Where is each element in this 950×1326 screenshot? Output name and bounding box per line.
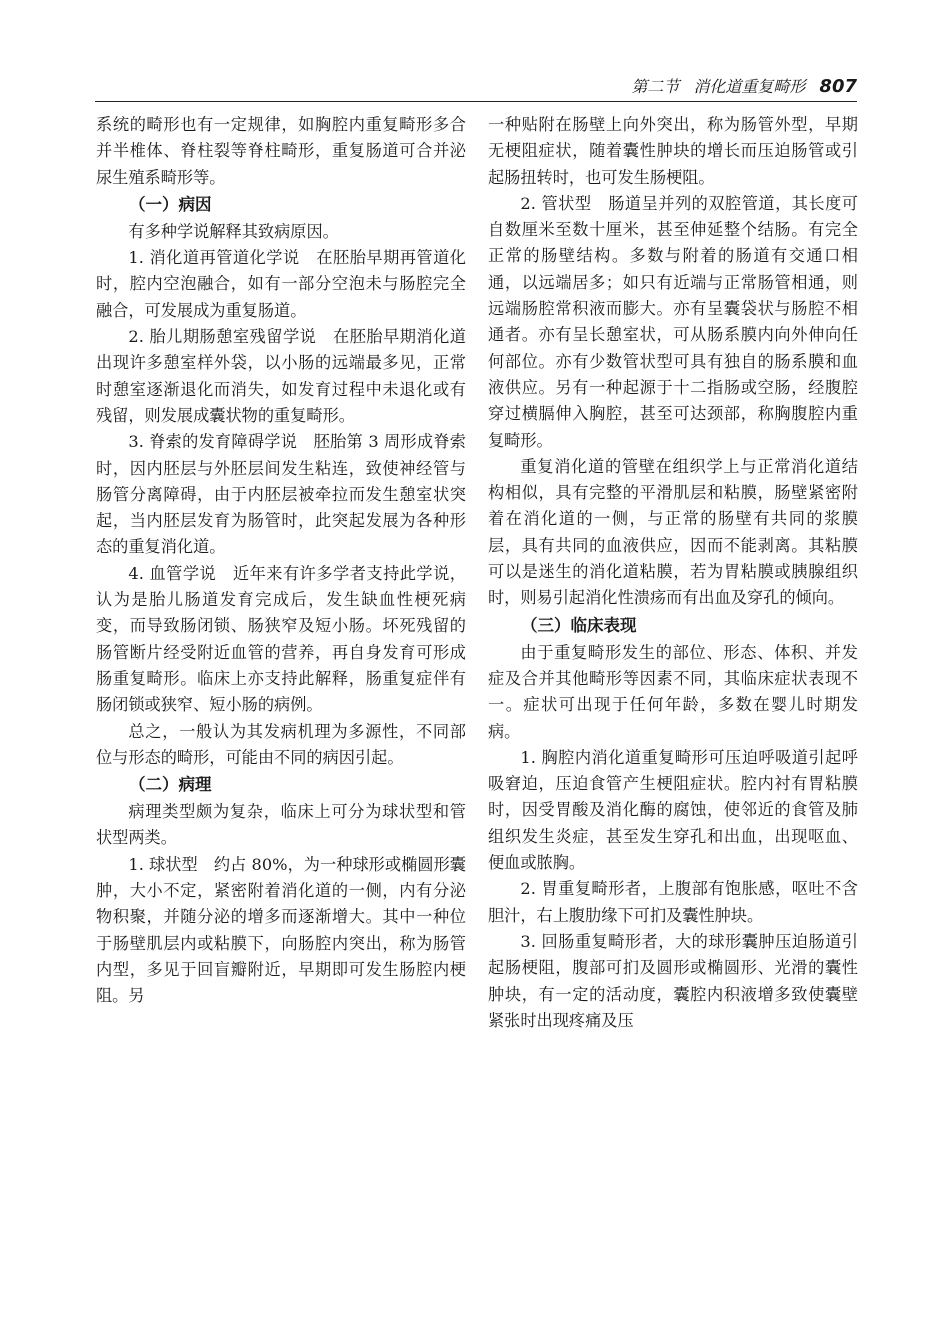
paragraph: 病理类型颇为复杂，临床上可分为球状型和管状型两类。	[96, 802, 466, 848]
section-heading-etiology: （一）病因	[129, 194, 212, 214]
header-section: 第二节	[631, 77, 680, 96]
paragraph: 1. 胸腔内消化道重复畸形可压迫呼吸道引起呼吸窘迫，压迫食管产生梗阻症状。腔内衬有胃粘膜时，因受胃酸及消化酶的腐蚀，使邻近的食管及肺组织发生炎症，甚至发生穿孔和出血，出现呕血、便血或脓胸。	[488, 747, 858, 873]
paragraph: 有多种学说解释其致病原因。	[128, 221, 339, 241]
paragraph: 由于重复畸形发生的部位、形态、体积、并发症及合并其他畸形等因素不同，其临床症状表现不一。症状可出现于任何年龄，多数在婴儿时期发病。	[488, 642, 858, 741]
header-title: 消化道重复畸形	[693, 77, 806, 96]
right-column	[488, 112, 858, 1034]
paragraph: 2. 胃重复畸形者，上腹部有饱胀感，呕吐不含胆汁，右上腹肋缘下可扪及囊性肿块。	[488, 879, 858, 925]
paragraph: 系统的畸形也有一定规律，如胸腔内重复畸形多合并半椎体、脊柱裂等脊柱畸形，重复肠道可合并泌尿生殖系畸形等。	[96, 115, 466, 187]
section-heading-pathology: （二）病理	[129, 775, 212, 795]
section-heading-clinical: （三）临床表现	[521, 615, 637, 635]
paragraph: 3. 回肠重复畸形者，大的球形囊肿压迫肠道引起肠梗阻，腹部可扪及圆形或椭圆形、光滑的囊性肿块，有一定的活动度，囊腔内积液增多致使囊壁紧张时出现疼痛及压	[488, 931, 858, 1030]
paragraph: 3. 脊索的发育障碍学说 胚胎第 3 周形成脊索时，因内胚层与外胚层间发生粘连，致使神经管与肠管分离障碍，由于内胚层被牵拉而发生憩室状突起，当内胚层发育为肠管时，此突起发展为各种形态的重复消化道。	[96, 432, 466, 557]
paragraph: 重复消化道的管壁在组织学上与正常消化道结构相似，具有完整的平滑肌层和粘膜，肠壁紧密附着在消化道的一侧，与正常的肠壁有共同的浆膜层，具有共同的血液供应，因而不能剥离。其粘膜可以是迷生的消化道粘膜，若为胃粘膜或胰腺组织时，则易引起消化性溃疡而有出血及穿孔的倾向。	[488, 456, 858, 608]
running-header	[95, 70, 857, 102]
paragraph: 总之，一般认为其发病机理为多源性，不同部位与形态的畸形，可能由不同的病因引起。	[96, 721, 466, 767]
paragraph: 一种贴附在肠壁上向外突出，称为肠管外型，早期无梗阻症状，随着囊性肿块的增长而压迫肠管或引起肠扭转时，也可发生肠梗阻。	[488, 115, 858, 187]
paragraph: 2. 胎儿期肠憩室残留学说 在胚胎早期消化道出现许多憩室样外袋，以小肠的远端最多见，正常时憩室逐渐退化而消失，如发育过程中未退化或有残留，则发展成囊状物的重复畸形。	[96, 327, 466, 425]
paragraph: 1. 球状型 约占 80%，为一种球形或椭圆形囊肿，大小不定，紧密附着消化道的一侧，内有分泌物积聚，并随分泌的增多而逐渐增大。其中一种位于肠壁肌层内或粘膜下，向肠腔内突出，称为肠管内型，多见于回盲瓣附近，早期即可发生肠腔内梗阻。另	[96, 854, 466, 1006]
paragraph: 2. 管状型 肠道呈并列的双腔管道，其长度可自数厘米至数十厘米，甚至伸延整个结肠。有完全正常的肠壁结构。多数与附着的肠道有交通口相通，以远端居多；如只有近端与正常肠管相通，则远端肠腔常积液而膨大。亦有呈囊袋状与肠腔不相通者。亦有呈长憩室状，可从肠系膜内向外伸向任何部位。亦有少数管状型可具有独自的肠系膜和血液供应。另有一种起源于十二指肠或空肠，经腹腔穿过横膈伸入胸腔，甚至可达颈部，称胸腹腔内重复畸形。	[488, 193, 858, 450]
paragraph: 1. 消化道再管道化学说 在胚胎早期再管道化时，腔内空泡融合，如有一部分空泡未与肠腔完全融合，可发展成为重复肠道。	[96, 248, 466, 320]
left-column	[96, 112, 466, 1010]
paragraph: 4. 血管学说 近年来有许多学者支持此学说，认为是胎儿肠道发育完成后，发生缺血性梗死病变，而导致肠闭锁、肠狭窄及短小肠。坏死残留的肠管断片经受附近血管的营养，再自身发育可形成肠重复畸形。临床上亦支持此解释，肠重复症伴有肠闭锁或狭窄、短小肠的病例。	[96, 563, 466, 715]
page-number: 807	[819, 76, 857, 97]
